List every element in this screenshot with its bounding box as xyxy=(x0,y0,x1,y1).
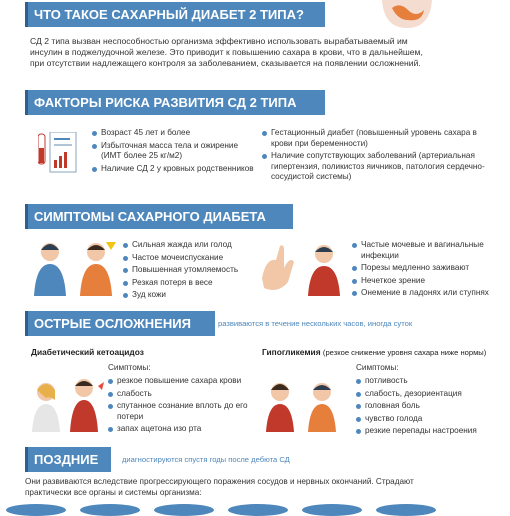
list-item: Наличие СД 2 у кровных родственников xyxy=(92,164,260,175)
list-item: Возраст 45 лет и более xyxy=(92,128,260,139)
list-item: Избыточная масса тела и ожирение (ИМТ более 25 кг/м2) xyxy=(92,141,260,162)
late-title: ПОЗДНИЕ xyxy=(34,452,99,467)
list-item: Частое мочеиспускание xyxy=(123,253,253,264)
acute-banner xyxy=(25,311,215,336)
risk-banner xyxy=(25,90,325,115)
symptoms-right-list xyxy=(352,240,502,301)
pancreas-illustration xyxy=(378,0,436,30)
organ-icon xyxy=(376,504,436,516)
list-item: Порезы медленно заживают xyxy=(352,263,502,274)
list-item: Зуд кожи xyxy=(123,290,253,301)
pancreas-icon xyxy=(378,0,436,30)
list-item: потливость xyxy=(356,376,504,387)
list-item: резкие перепады настроения xyxy=(356,426,504,437)
hypo-list xyxy=(356,376,504,439)
late-banner xyxy=(25,447,111,472)
medical-chart-icon xyxy=(38,132,78,174)
risk-title: ФАКТОРЫ РИСКА РАЗВИТИЯ СД 2 ТИПА xyxy=(34,95,297,110)
numb-hands-illustration xyxy=(258,238,348,296)
list-item: Нечеткое зрение xyxy=(352,276,502,287)
hypoglycemia-title xyxy=(262,347,486,357)
organ-icon xyxy=(228,504,288,516)
organ-icon xyxy=(154,504,214,516)
organ-icons-strip xyxy=(0,504,510,510)
list-item: Резкая потеря в весе xyxy=(123,278,253,289)
list-item: Частые мочевые и вагинальные инфекции xyxy=(352,240,502,261)
hypoglycemia-illustration xyxy=(262,376,348,432)
list-item: спутанное сознание вплоть до его потери xyxy=(108,401,258,422)
list-item: слабость, дезориентация xyxy=(356,389,504,400)
title-banner xyxy=(25,2,325,27)
intro-text: СД 2 типа вызван неспособностью организма эффективно использовать вырабатываемый им инсулин в поджелудочной железе. Это приводит к повышению сахара в крови, что в дальнейшем, при отсутствии надлежащего контроля за заболеванием, сказывается на появлении осложнений. xyxy=(30,36,423,68)
hypo-symptoms-label: Симптомы: xyxy=(356,363,399,372)
keto-list xyxy=(108,376,258,437)
list-item: Сильная жажда или голод xyxy=(123,240,253,251)
list-item: Гестационный диабет (повышенный уровень сахара в крови при беременности) xyxy=(262,128,500,149)
ketoacidosis-illustration xyxy=(28,376,108,432)
list-item: Повышенная утомляемость xyxy=(123,265,253,276)
list-item: Наличие сопутствующих заболеваний (артериальная гипертензия, поликистоз яичников, патология сердечно-сосудистой системы) xyxy=(262,151,500,183)
list-item: запах ацетона изо рта xyxy=(108,424,258,435)
thirsty-person-illustration xyxy=(30,238,118,296)
ketoacidosis-title: Диабетический кетоацидоз xyxy=(31,347,144,357)
symptoms-banner xyxy=(25,204,293,229)
risk-right-list xyxy=(262,128,500,185)
symptoms-left-list xyxy=(123,240,253,303)
hypo-note: (резкое снижение уровня сахара ниже нормы) xyxy=(322,348,487,357)
symptoms-title: СИМПТОМЫ САХАРНОГО ДИАБЕТА xyxy=(34,209,266,224)
list-item: головная боль xyxy=(356,401,504,412)
organ-icon xyxy=(80,504,140,516)
late-subtitle: диагностируются спустя годы после дебюта СД xyxy=(122,455,290,464)
acute-subtitle: развиваются в течение нескольких часов, иногда суток xyxy=(218,319,413,328)
list-item: слабость xyxy=(108,389,258,400)
late-text: Они развиваются вследствие прогрессирующего поражения сосудов и нервных окончаний. Страдают практически все органы и системы организма: xyxy=(25,477,414,497)
risk-left-list xyxy=(92,128,260,176)
keto-symptoms-label: Симптомы: xyxy=(108,363,151,372)
acute-title: ОСТРЫЕ ОСЛОЖНЕНИЯ xyxy=(34,316,191,331)
page-title: ЧТО ТАКОЕ САХАРНЫЙ ДИАБЕТ 2 ТИПА? xyxy=(34,7,304,22)
list-item: чувство голода xyxy=(356,414,504,425)
hypo-title-text: Гипогликемия xyxy=(262,347,321,357)
organ-icon xyxy=(6,504,66,516)
list-item: резкое повышение сахара крови xyxy=(108,376,258,387)
list-item: Онемение в ладонях или ступнях xyxy=(352,288,502,299)
organ-icon xyxy=(302,504,362,516)
